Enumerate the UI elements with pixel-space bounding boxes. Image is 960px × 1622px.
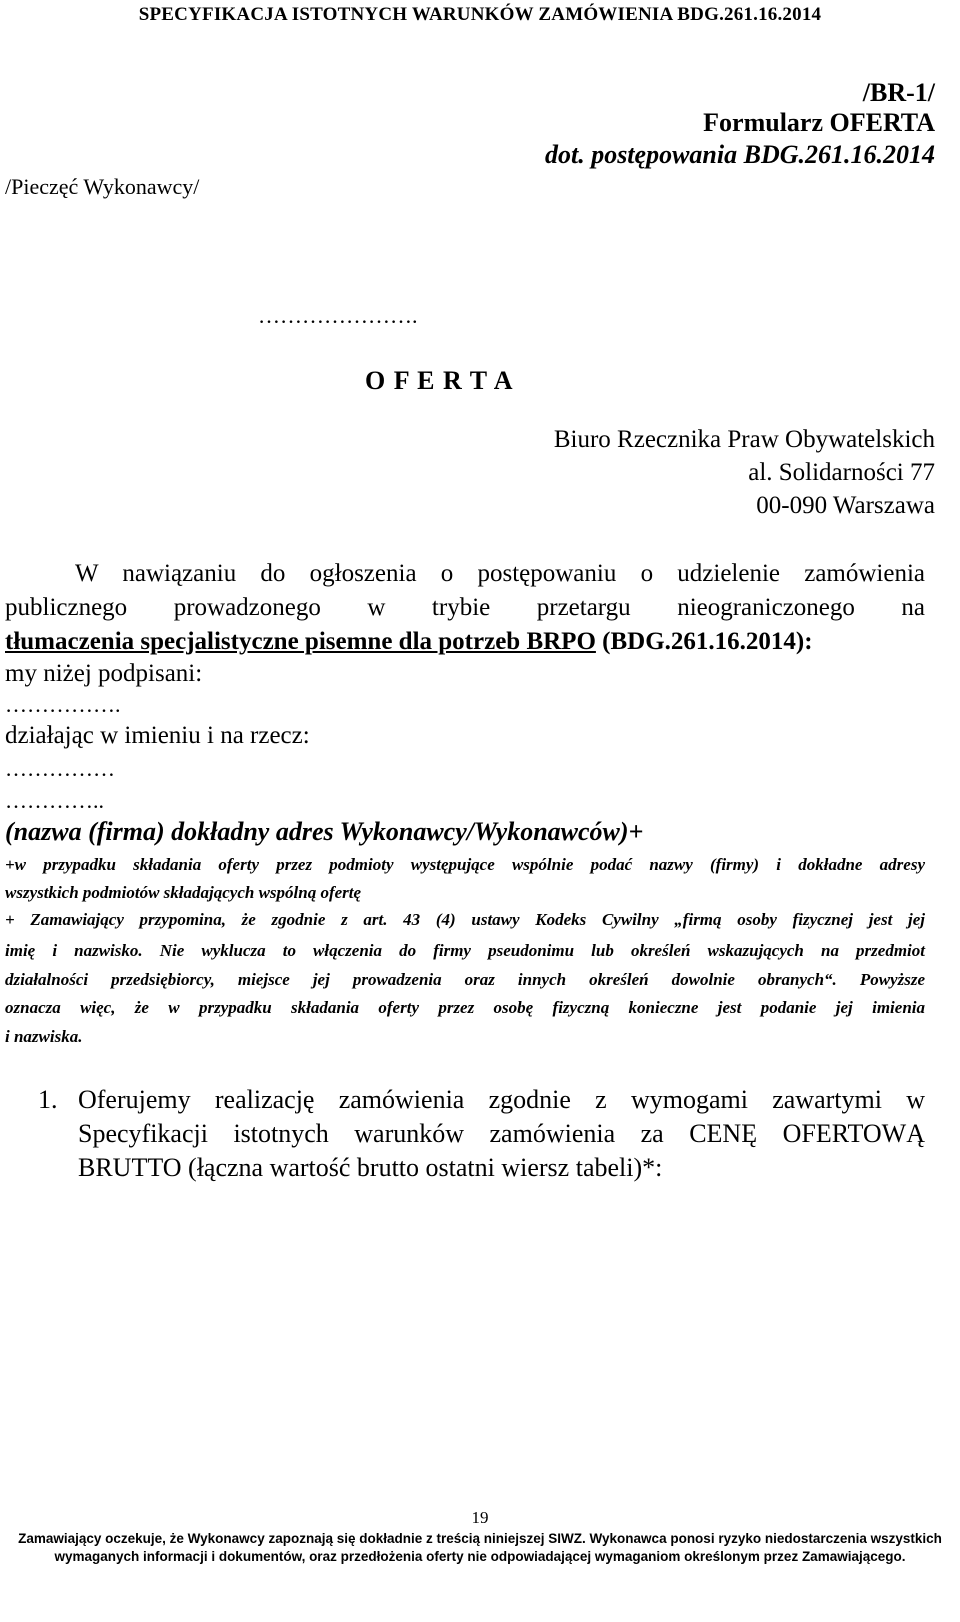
footer-line-1: Zamawiający oczekuje, że Wykonawcy zapoznają się dokładnie z treścią niniejszej SIWZ. Wykonawca ponosi ryzyko niedostarczenia wszystkich [18, 1531, 942, 1546]
procedure-reference: dot. postępowania BDG.261.16.2014 [544, 140, 935, 169]
form-code: /BR-1/ [862, 78, 935, 107]
procurement-reference: (BDG.261.16.2014): [602, 628, 813, 655]
addressee-line-3: 00-090 Warszawa [756, 492, 935, 519]
signatories-label: my niżej podpisani: [5, 660, 203, 687]
addressee-line-1: Biuro Rzecznika Praw Obywatelskich [553, 426, 935, 453]
acting-on-behalf-label: działając w imieniu i na rzecz: [5, 722, 310, 749]
item-1-line-3: BRUTTO (łączna wartość brutto ostatni wiersz tabeli)*: [78, 1153, 663, 1182]
intro-subject-line [5, 628, 813, 656]
civil-code-note-line-5: i nazwiska. [5, 1027, 83, 1046]
joint-offer-note-line-2: wszystkich podmiotów składających wspólną ofertę [5, 883, 362, 902]
intro-line-2: publicznego prowadzonego w trybie przetargu nieograniczonego na [5, 594, 925, 621]
date-placeholder: …………………. [258, 303, 418, 328]
procurement-subject: tłumaczenia specjalistyczne pisemne dla potrzeb BRPO [5, 628, 596, 655]
civil-code-note-line-4: oznacza więc, że w przypadku składania oferty przez osobę fizyczną konieczne jest podanie jej imienia [5, 998, 925, 1017]
signatories-placeholder: ……………. [5, 692, 121, 717]
addressee-line-2: al. Solidarności 77 [748, 459, 935, 486]
civil-code-note-line-2: imię i nazwisko. Nie wyklucza to włączenia do firmy pseudonimu lub określeń wskazujących na przedmiot [5, 941, 925, 960]
company-name-label: (nazwa (firma) dokładny adres Wykonawcy/Wykonawców)+ [5, 817, 644, 846]
document-header: SPECYFIKACJA ISTOTNYCH WARUNKÓW ZAMÓWIENIA BDG.261.16.2014 [138, 4, 822, 25]
item-1-line-2: Specyfikacji istotnych warunków zamówienia za CENĘ OFERTOWĄ [78, 1119, 925, 1148]
contractor-stamp-label: /Pieczęć Wykonawcy/ [5, 174, 200, 199]
item-1-number: 1. [38, 1085, 58, 1114]
civil-code-note-line-3: działalności przedsiębiorcy, miejsce jej prowadzenia oraz innych określeń dowolnie obranych“. Powyższe [5, 970, 925, 989]
page-number: 19 [471, 1508, 489, 1527]
offer-title: O F E R T A [365, 366, 514, 395]
intro-line-1: W nawiązaniu do ogłoszenia o postępowaniu o udzielenie zamówienia [75, 560, 925, 587]
company-placeholder-1: …………… [5, 756, 115, 781]
item-1-line-1: Oferujemy realizację zamówienia zgodnie z wymogami zawartymi w [78, 1085, 925, 1114]
civil-code-note-line-1: + Zamawiający przypomina, że zgodnie z art. 43 (4) ustawy Kodeks Cywilny „firmą osoby fizycznej jest jej [5, 910, 925, 929]
joint-offer-note-line-1: +w przypadku składania oferty przez podmioty występujące wspólnie podać nazwy (firmy) i dokładne adresy [5, 855, 925, 874]
company-placeholder-2: ………….. [5, 788, 104, 813]
form-title: Formularz OFERTA [703, 108, 935, 137]
footer-line-2: wymaganych informacji i dokumentów, oraz przedłożenia oferty nie odpowiadającej wymaganiom określonym przez Zamawiającego. [54, 1549, 906, 1564]
